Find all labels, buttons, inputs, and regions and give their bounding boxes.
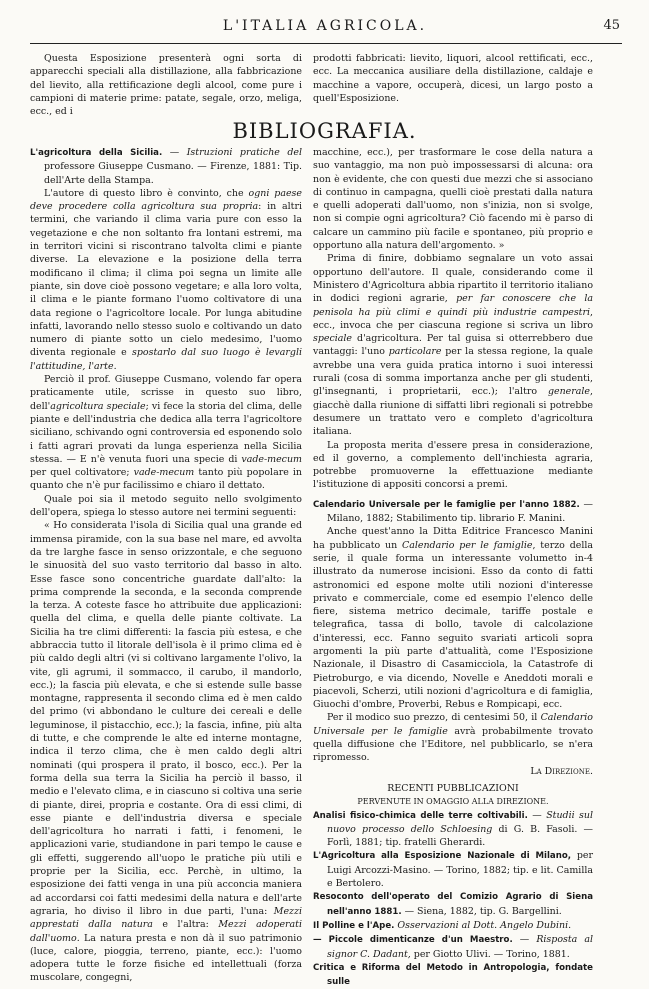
paragraph: L'autore di questo libro è convinto, che ogni paese deve procedere colla agricoltura sua propria: in altri termini, che variando il clima varia pure con esso la vegetazione e che non soltanto fra lontani estremi, ma in territori vicini si riscontrano talvolta climi e piante diverse. La elevazione e la posizione della terra modificano il clima; il clima poi segna un limite alle piante, sin dove cioè possono vegetare; e alla loro volta, il clima e le piante formano l'uomo coltivatore di una data regione o l'agricoltore locale. Por lunga abitudine infatti, lavorando nello stesso suolo e coltivando un dato numero di piante sotto un cielo medesimo, l'uomo diventa regionale e spostarlo dal suo luogo è levargli l'attitudine, l'arte. [30,187,302,372]
top-right-paragraph: prodotti fabbricati: lievito, liquori, alcool rettificati, ecc., ecc. La meccanica ausiliare della distillazione, caldaje e macchine a vapore, occuperà, dicesi, un largo posto a quell'Esposizione. [313,53,593,104]
right-column [313,146,593,989]
running-title: L'ITALIA AGRICOLA. [222,18,428,34]
paragraph: Prima di finire, dobbiamo segnalare un voto assai opportuno dell'autore. Il quale, considerando come il Ministero d'Agricoltura abbia ripartito il territorio italiano in dodici regioni agrarie, per far conoscere che la penisola ha più climi e quindi più industrie campestri, ecc., invoca che per ciascuna regione si scriva un libro speciale d'agricoltura. Per tal guisa si otterrebbero due vantaggi: l'uno particolare per la stessa regione, la quale avrebbe una vera guida pratica intorno i suoi interessi rurali (cosa di somma importanza anche per gli studenti, gl'insegnanti, i proprietarii, ecc.); l'altro generale, giacchè dalla riunione di siffatti libri regionali si potrebbe desumere un trattato vero e completo d'agricoltura italiana. [313,253,594,438]
recent-subtitle: PERVENUTE IN OMAGGIO ALLA DIREZIONE. [357,797,549,807]
paragraph: macchine, ecc.), per trasformare le cose della natura a suo vantaggio, ma non può impossessarsi di alcuna: ora non è evidente, che con questi due mezzi che si associano di continuo in campagna, quelli cioè prestati dalla natura e quelli adoperati dall'uomo, non s'inizia, non si svolge, non si compie ogni agricoltura? Ciò facendo mi è parso di calcare un cammino più facile e spontaneo, più proprio e opportuno alla natura dell'argomento. » [313,147,593,252]
publication-item: Resoconto dell'operato del Comizio Agrario di Siena nell'anno 1881. — Siena, 1882, tip. G. Bargellini. [313,892,593,917]
paragraph: Per il modico suo prezzo, di centesimi 50, il Calendario Universale per le famiglie avrà probabilmente trovato quella diffusione che l'Editore, nel pubblicarlo, se n'era ripromesso. [313,712,593,764]
paragraph: Quale poi sia il metodo seguito nello svolgimento dell'opera, spiega lo stesso autore nei termini seguenti: [30,493,302,519]
left-column [30,146,302,985]
recent-title: RECENTI PUBBLICAZIONI [387,782,519,794]
quotation: « Ho considerata l'isola di Sicilia qual una grande ed immensa piramide, con la sua base nel mare, ed avvolta da tre larghe fasce in senso orizzontale, e che seguono le sinuosità del suo vasto territorio dal basso in alto. Esse fasce sono concentriche guardate dall'alto: la prima comprende la seconda, e la seconda comprende la terza. A coteste fasce ho attribuite due applicazioni: quella del clima, e quella delle piante coltivate. La Sicilia ha tre climi differenti: la fascia più estesa, e che abbraccia tutto il litorale dell'isola è il primo clima ed è più caldo degli altri (vi si coltivano largamente l'olivo, la vite, gli agrumi, il sommacco, il carubo, il mandorlo, ecc.); la fascia più elevata, e che si estende sulle basse montagne, rappresenta il secondo clima ed è men caldo del primo (vi abbondano le culture dei cereali e delle leguminose, il pistacchio, ecc.); la fascia, infine, più alta di tutte, e che comprende le alte ed interne montagne, indica il terzo clima, che è men caldo degli altri nominati (qui prospera il prato, il bosco, ecc.). Per la forma della sua terra la Sicilia ha perciò il basso, il medio e l'elevato clima, e in ciascuno si coltiva una serie di piante, direi, propria e costante. Ora di essi climi, di esse piante e dell'industria diversa e speciale dell'agricoltura ho narrati i fatti, i fenomeni, le applicazioni varie, studiandone in pari tempo le cause e gli effetti, suggerendo all'uopo le pratiche più utili e proprie per la Sicilia, ecc. Perchè, in ultimo, la esposizione dei fatti venga in una più acconcia maniera ad accordarsi coi fatti medesimi della natura e dell'arte agraria, ho diviso il libro in due parti, l'una: Mezzi apprestati dalla natura e l'altra: Mezzi adoperati dall'uomo. La natura presta e non dà il suo patrimonio (luce, calore, pioggia, terreno, piante, ecc.): l'uomo adopera tutte le forze fisiche ed intellettuali (forza muscolare, congegni, [30,520,302,984]
publication-item: Critica e Riforma del Metodo in Antropologia, fondate sulle [313,962,593,988]
paragraph: Anche quest'anno la Ditta Editrice Francesco Manini ha pubblicato un Calendario per le famiglie, terzo della serie, il quale forma un interessante volumetto in-4 illustrato da numerose incisioni. Esso da conto di fatti astronomici ed espone molte utili nozioni d'interesse privato e commerciale, come ed esempio l'elenco delle fiere, sistema metrico decimale, tariffe postale e telegrafica, tassa di bollo, tavole di calcolazione d'interessi, ecc. Fanno seguito svariati articoli sopra argomenti la più parte d'attualità, come l'Esposizione Nazionale, il Disastro di Casamicciola, la Catastrofe di Pietroburgo, e via dicendo, Novelle e Aneddoti morali e piacevoli, Scherzi, utili nozioni d'agricoltura e di famiglia, Giuochi d'ombre, Proverbi, Rebus e Rompicapi, ecc. [313,526,593,711]
entry-heading: L'agricoltura della Sicilia. — Istruzioni pratiche del professore Giuseppe Cusmano. — Firenze, 1881: Tip. dell'Arte della Stampa. [30,147,303,186]
signature: La Direzione. [530,765,593,777]
header-rule [30,43,622,44]
paragraph: Perciò il prof. Giuseppe Cusmano, volendo far opera praticamente utile, scrisse in questo suo libro, dell'agricoltura speciale; vi fece la storia del clima, delle piante e dell'industria che dedica alla terra l'agricoltore siciliano, schivando ogni controversia ed esponendo solo i fatti agrari provati da lunga esperienza nella Sicilia stessa. — E n'è venuta fuori una specie di vade-mecum per quel coltivatore; vade-mecum tanto più popolare in quanto che n'è pur facilissimo e chiaro il dettato. [30,374,302,492]
publication-item: Il Polline e l'Ape. Osservazioni al Dott. Angelo Dubini. [313,919,572,931]
entry-heading: Calendario Universale per le famiglie per l'anno 1882. — Milano, 1882; Stabilimento tip. librario F. Manini. [313,498,593,525]
paragraph: La proposta merita d'essere presa in considerazione, ed il governo, a complemento dell'inchiesta agraria, potrebbe promuoverne la effettuazione mediante l'istituzione di appositi concorsi a premi. [313,439,593,491]
section-title: BIBLIOGRAFIA. [232,119,417,143]
publication-item: Analisi fisico-chimica delle terre coltivabili. — Studii sul nuovo processo dello Schloesing di G. B. Fasoli. — Forlì, 1881; tip. fratelli Gherardi. [313,809,593,849]
top-left-paragraph: Questa Esposizione presenterà ogni sorta di apparecchi speciali alla distillazione, alla fabbricazione del lievito, alla rettificazione degli alcool, come pure i campioni di materie prime: patate, segale, orzo, meliga, ecc., ed i [30,53,302,118]
page-number: 45 [603,18,620,33]
publication-item: — Piccole dimenticanze d'un Maestro. — Risposta al signor C. Dadant, per Giotto Ulivi. — Torino, 1881. [313,934,593,960]
page-header [30,18,620,42]
publication-item: L'Agricoltura alla Esposizione Nazionale di Milano, per Luigi Arcozzi-Masino. — Torino, 1882; tip. e lit. Camilla e Bertolero. [313,850,593,890]
